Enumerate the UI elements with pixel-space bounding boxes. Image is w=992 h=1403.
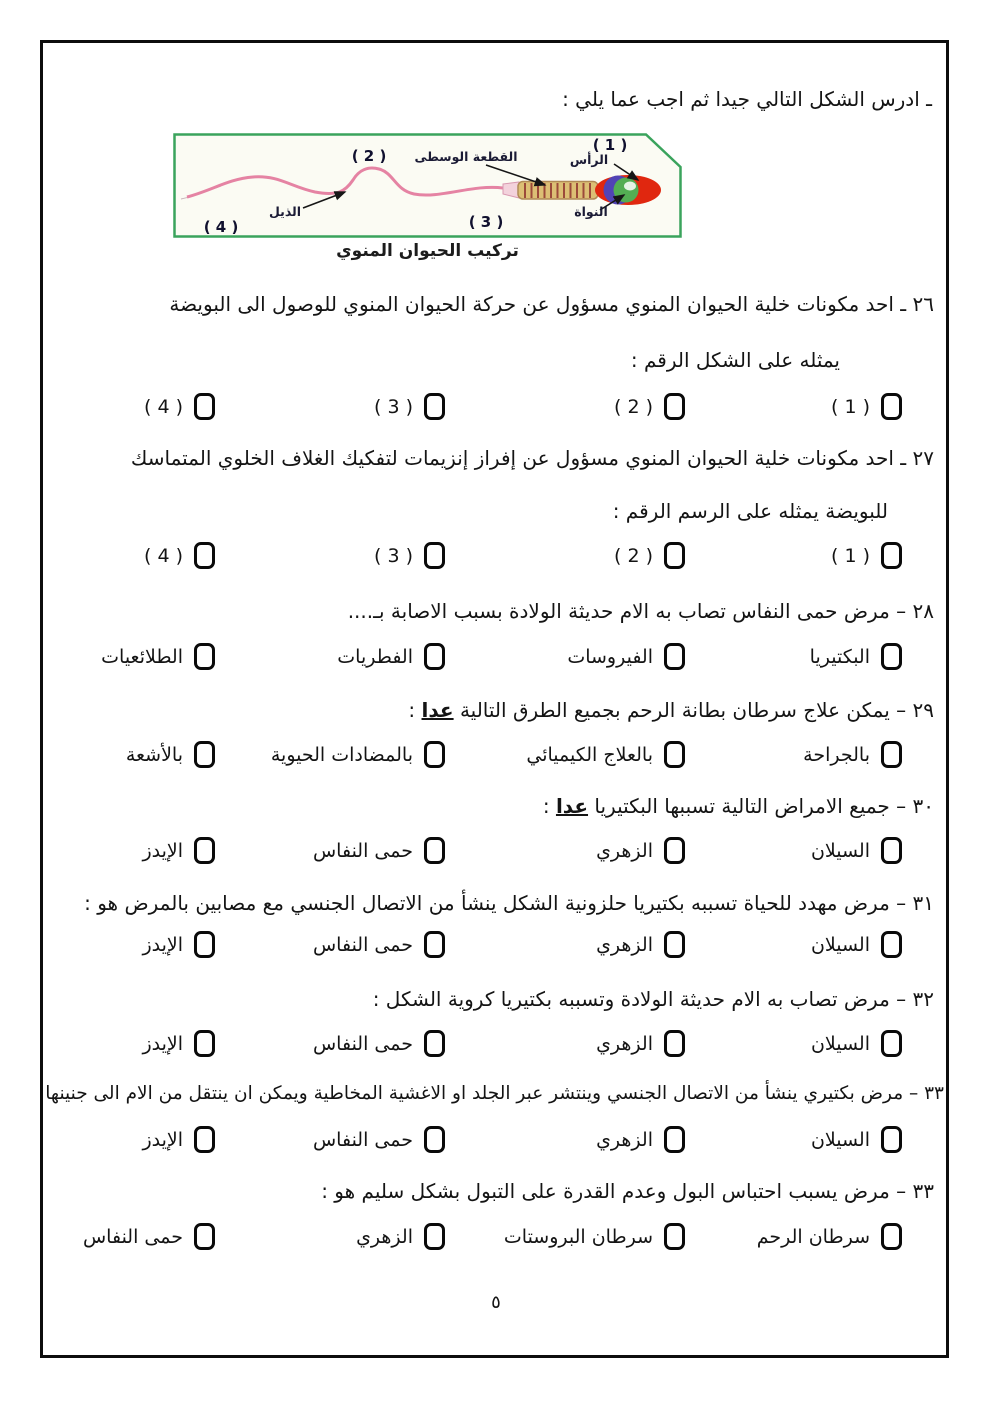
option-checkbox[interactable] <box>424 542 445 569</box>
option-1[interactable] <box>722 741 948 768</box>
question-28-options <box>44 643 948 670</box>
question-33b-line1: ٣٣ – مرض يسبب احتباس البول وعدم القدرة على التبول بشكل سليم هو : <box>321 1179 934 1203</box>
option-label: الإيدز <box>142 933 183 956</box>
option-checkbox[interactable] <box>424 741 445 768</box>
option-label: سرطان البروستات <box>503 1225 653 1248</box>
question-33a-options <box>44 1126 948 1153</box>
label-head: الرأس <box>569 152 609 167</box>
option-checkbox[interactable] <box>424 1126 445 1153</box>
option-1[interactable] <box>722 931 948 958</box>
option-4[interactable] <box>44 741 270 768</box>
option-checkbox[interactable] <box>881 931 902 958</box>
option-label: بالأشعة <box>125 743 183 766</box>
question-27-line1: ٢٧ ـ احد مكونات خلية الحيوان المنوي مسؤول عن إفراز إنزيمات لتفكيك الغلاف الخلوي المتماسك <box>130 446 934 470</box>
option-label: السيلان <box>810 1128 870 1151</box>
option-2[interactable] <box>496 542 722 569</box>
option-checkbox[interactable] <box>424 393 445 420</box>
option-label: بالعلاج الكيميائي <box>526 743 653 766</box>
option-checkbox[interactable] <box>881 1223 902 1250</box>
option-checkbox[interactable] <box>664 1126 685 1153</box>
option-checkbox[interactable] <box>194 542 215 569</box>
option-label: السيلان <box>810 1032 870 1055</box>
option-checkbox[interactable] <box>194 393 215 420</box>
option-4[interactable] <box>44 643 270 670</box>
option-checkbox[interactable] <box>664 741 685 768</box>
option-label: ( 4 ) <box>144 395 183 418</box>
option-checkbox[interactable] <box>664 837 685 864</box>
option-label: حمى النفاس <box>312 1032 413 1055</box>
option-label: الزهري <box>596 933 653 956</box>
option-label: ( 3 ) <box>374 395 413 418</box>
sperm-diagram-figure <box>173 133 682 238</box>
option-label: ( 4 ) <box>144 544 183 567</box>
option-checkbox[interactable] <box>424 643 445 670</box>
question-29-line1: ٢٩ – يمكن علاج سرطان بطانة الرحم بجميع الطرق التالية عدا : <box>408 698 934 722</box>
label-nucleus: النواة <box>574 204 608 219</box>
question-30-line1: ٣٠ – جميع الامراض التالية تسببها البكتيريا عدا : <box>542 794 934 818</box>
option-1[interactable] <box>722 1126 948 1153</box>
option-3[interactable] <box>270 837 496 864</box>
question-31-options <box>44 931 948 958</box>
option-label: الفطريات <box>337 645 413 668</box>
option-label: الطلائعيات <box>101 645 183 668</box>
exception-word: عدا <box>555 794 589 818</box>
option-checkbox[interactable] <box>194 741 215 768</box>
figure-caption: تركيب الحيوان المنوي <box>336 241 519 261</box>
option-1[interactable] <box>722 837 948 864</box>
option-label: حمى النفاس <box>312 933 413 956</box>
page-number: ٥ <box>491 1292 501 1313</box>
nucleus-highlight <box>624 182 636 191</box>
option-label: ( 2 ) <box>614 544 653 567</box>
label-2: ( 2 ) <box>351 147 387 165</box>
intro-label: ـ ادرس الشكل التالي جيدا ثم اجب عما يلي : <box>562 87 932 111</box>
option-3[interactable] <box>270 931 496 958</box>
option-label: حمى النفاس <box>312 839 413 862</box>
option-2[interactable] <box>496 643 722 670</box>
question-30-options <box>44 837 948 864</box>
option-checkbox[interactable] <box>194 1126 215 1153</box>
option-label: السيلان <box>810 933 870 956</box>
option-label: الإيدز <box>142 839 183 862</box>
option-checkbox[interactable] <box>881 542 902 569</box>
question-26-line1: ٢٦ ـ احد مكونات خلية الحيوان المنوي مسؤول عن حركة الحيوان المنوي للوصول الى البويضة <box>169 292 934 316</box>
question-26-line2: يمثله على الشكل الرقم : <box>630 348 840 372</box>
option-checkbox[interactable] <box>194 1223 215 1250</box>
question-27-line2: للبويضة يمثله على الرسم الرقم : <box>612 499 888 523</box>
question-28-line1: ٢٨ – مرض حمى النفاس تصاب به الام حديثة الولادة بسبب الاصابة بـ.... <box>347 599 934 623</box>
option-2[interactable] <box>496 393 722 420</box>
option-1[interactable] <box>722 393 948 420</box>
exception-word: عدا <box>421 698 454 722</box>
option-label: الزهري <box>596 839 653 862</box>
option-4[interactable] <box>44 931 270 958</box>
option-label: ( 3 ) <box>374 544 413 567</box>
option-2[interactable] <box>496 837 722 864</box>
option-3[interactable] <box>270 1030 496 1057</box>
option-1[interactable] <box>722 643 948 670</box>
option-label: ( 2 ) <box>614 395 653 418</box>
question-33b-options <box>44 1223 948 1250</box>
option-3[interactable] <box>270 1126 496 1153</box>
option-4[interactable] <box>44 837 270 864</box>
option-checkbox[interactable] <box>194 1030 215 1057</box>
option-3[interactable] <box>270 643 496 670</box>
label-tail: الذيل <box>268 204 302 219</box>
option-2[interactable] <box>496 1126 722 1153</box>
option-label: الإيدز <box>142 1032 183 1055</box>
option-1[interactable] <box>722 542 948 569</box>
option-checkbox[interactable] <box>664 393 685 420</box>
option-checkbox[interactable] <box>194 931 215 958</box>
option-label: ( 1 ) <box>831 544 870 567</box>
option-checkbox[interactable] <box>194 643 215 670</box>
option-3[interactable] <box>270 1223 496 1250</box>
question-32-options <box>44 1030 948 1057</box>
option-2[interactable] <box>496 931 722 958</box>
option-checkbox[interactable] <box>424 1223 445 1250</box>
option-4[interactable] <box>44 393 270 420</box>
option-label: سرطان الرحم <box>756 1225 870 1248</box>
option-label: الزهري <box>596 1032 653 1055</box>
option-checkbox[interactable] <box>664 1030 685 1057</box>
option-label: الزهري <box>356 1225 413 1248</box>
option-checkbox[interactable] <box>664 1223 685 1250</box>
option-label: ( 1 ) <box>831 395 870 418</box>
option-checkbox[interactable] <box>881 741 902 768</box>
label-1: ( 1 ) <box>592 136 628 154</box>
option-label: الزهري <box>596 1128 653 1151</box>
option-checkbox[interactable] <box>664 542 685 569</box>
option-checkbox[interactable] <box>424 931 445 958</box>
option-checkbox[interactable] <box>881 1030 902 1057</box>
intro-text <box>44 84 948 114</box>
option-4[interactable] <box>44 1126 270 1153</box>
option-label: السيلان <box>810 839 870 862</box>
option-label: الإيدز <box>142 1128 183 1151</box>
option-checkbox[interactable] <box>881 643 902 670</box>
question-33a-line1: ٣٣ – مرض بكتيري ينشأ من الاتصال الجنسي وينتشر عبر الجلد او الاغشية المخاطية ويمكن ان ينتقل من الام الى جنينها <box>45 1083 944 1104</box>
option-3[interactable] <box>270 741 496 768</box>
option-2[interactable] <box>496 1223 722 1250</box>
option-checkbox[interactable] <box>424 837 445 864</box>
label-midpiece: القطعة الوسطى <box>414 149 518 164</box>
option-label: حمى النفاس <box>312 1128 413 1151</box>
option-1[interactable] <box>722 1030 948 1057</box>
option-3[interactable] <box>270 393 496 420</box>
option-1[interactable] <box>722 1223 948 1250</box>
option-4[interactable] <box>44 1223 270 1250</box>
label-3: ( 3 ) <box>468 213 504 231</box>
question-27-options <box>44 542 948 569</box>
option-checkbox[interactable] <box>664 931 685 958</box>
question-31-line1: ٣١ – مرض مهدد للحياة تسببه بكتيريا حلزونية الشكل ينشأ من الاتصال الجنسي مع مصابين بالمرض هو : <box>84 891 934 915</box>
option-checkbox[interactable] <box>424 1030 445 1057</box>
label-4: ( 4 ) <box>203 218 239 236</box>
option-label: الفيروسات <box>567 645 653 668</box>
question-32-line1: ٣٢ – مرض تصاب به الام حديثة الولادة وتسببه بكتيريا كروية الشكل : <box>372 987 934 1011</box>
question-29-options <box>44 741 948 768</box>
option-label: البكتيريا <box>809 645 870 668</box>
option-2[interactable] <box>496 741 722 768</box>
option-checkbox[interactable] <box>664 643 685 670</box>
option-checkbox[interactable] <box>881 837 902 864</box>
option-label: بالجراحة <box>803 743 870 766</box>
option-3[interactable] <box>270 542 496 569</box>
option-checkbox[interactable] <box>194 837 215 864</box>
option-checkbox[interactable] <box>881 1126 902 1153</box>
question-26-options <box>44 393 948 420</box>
option-2[interactable] <box>496 1030 722 1057</box>
sperm-diagram-svg <box>173 133 682 238</box>
option-4[interactable] <box>44 542 270 569</box>
option-4[interactable] <box>44 1030 270 1057</box>
option-label: بالمضادات الحيوية <box>270 743 413 766</box>
option-label: حمى النفاس <box>82 1225 183 1248</box>
option-checkbox[interactable] <box>881 393 902 420</box>
